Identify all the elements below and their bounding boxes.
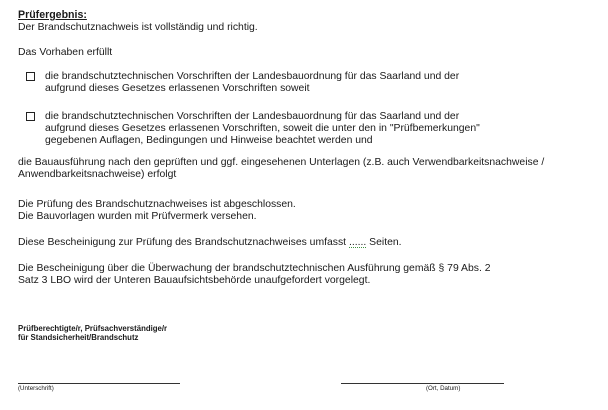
pages-count-field[interactable]: ......	[348, 237, 367, 248]
option-2-line-2: aufgrund dieses Gesetzes erlassenen Vorschriften, soweit die unter den in "Prüfbemerkungen"	[45, 123, 480, 134]
project-statement-text: Das Vorhaben erfüllt	[18, 47, 113, 58]
signature-label: (Unterschrift)	[18, 385, 54, 392]
execution-line-1: die Bauausführung nach den geprüften und ggf. eingesehenen Unterlagen (z.B. auch Verwendbarkeitsnachweise /	[18, 157, 545, 168]
option-1-line-1: die brandschutztechnischen Vorschriften der Landesbauordnung für das Saarland und der	[45, 71, 460, 82]
completion-line-1: Die Prüfung des Brandschutznachweises ist abgeschlossen.	[18, 199, 296, 210]
result-heading: Prüfergebnis:	[18, 9, 87, 21]
result-intro-text: Der Brandschutznachweis ist vollständig und richtig.	[18, 22, 258, 33]
pages-statement-before: Diese Bescheinigung zur Prüfung des Brandschutznachweises umfasst	[18, 237, 347, 248]
monitoring-line-2: Satz 3 LBO wird der Unteren Bauaufsichtsbehörde unaufgefordert vorgelegt.	[18, 275, 371, 286]
option-2-line-1: die brandschutztechnischen Vorschriften der Landesbauordnung für das Saarland und der	[45, 111, 460, 122]
pages-statement-after: Seiten.	[369, 237, 402, 248]
signature-line	[18, 383, 180, 384]
option-2-line-3: gegebenen Auflagen, Bedingungen und Hinweise beachtet werden und	[45, 135, 373, 146]
signatory-line-2: für Standsicherheit/Brandschutz	[18, 333, 139, 342]
monitoring-line-1: Die Bescheinigung über die Überwachung der brandschutztechnischen Ausführung gemäß § 79 Abs. 2	[18, 263, 491, 274]
place-date-line	[341, 383, 504, 384]
pages-statement	[18, 237, 402, 249]
option-1-text	[45, 71, 459, 95]
option-1-checkbox[interactable]	[26, 72, 35, 81]
option-1-line-2: aufgrund dieses Gesetzes erlassenen Vorschriften soweit	[45, 83, 310, 94]
option-2-text	[45, 111, 480, 147]
completion-line-2: Die Bauvorlagen wurden mit Prüfvermerk versehen.	[18, 211, 257, 222]
execution-line-2: Anwendbarkeitsnachweise) erfolgt	[18, 169, 177, 180]
option-2-checkbox[interactable]	[26, 112, 35, 121]
place-date-label: (Ort, Datum)	[426, 385, 461, 392]
signatory-line-1: Prüfberechtigte/r, Prüfsachverständige/r	[18, 324, 168, 333]
